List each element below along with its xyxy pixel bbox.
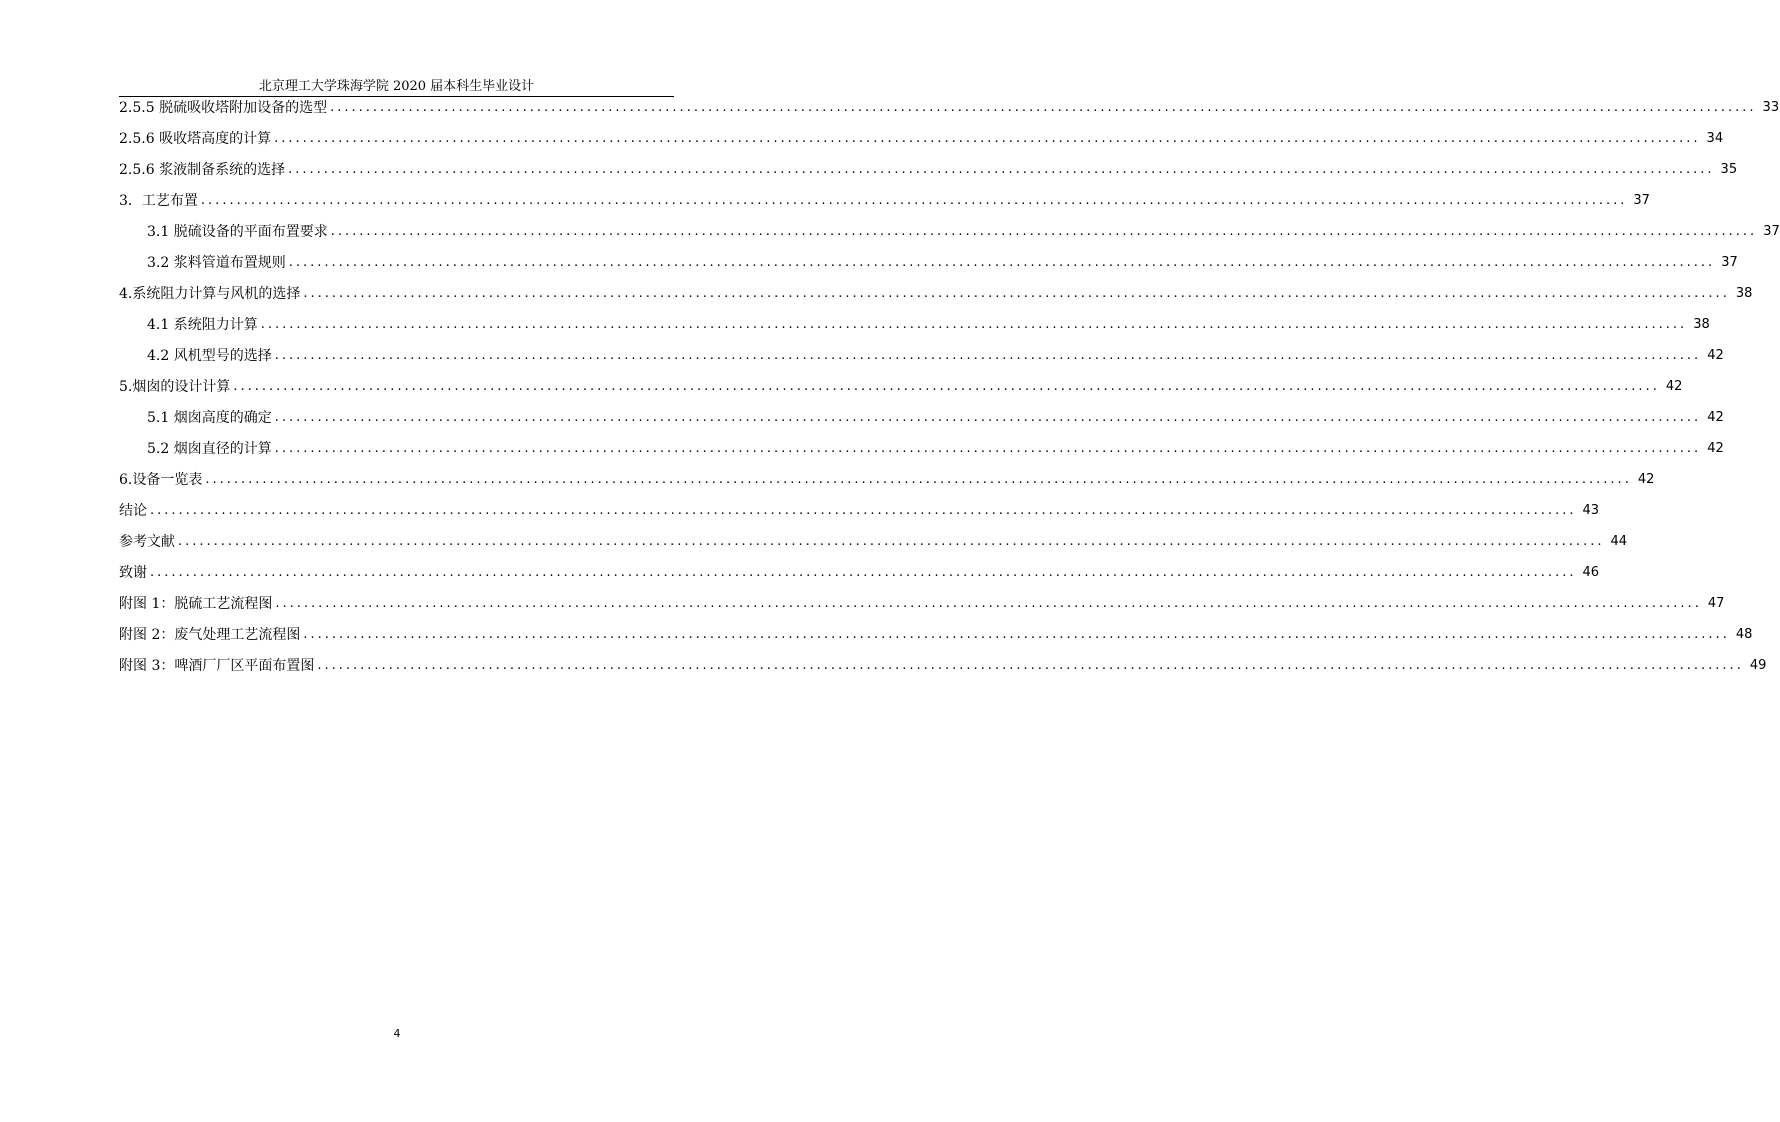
toc-entry-title: 结论 [119,503,147,519]
toc-entry-title: 6.设备一览表 [119,472,203,488]
toc-entry[interactable] [147,314,1710,336]
toc-dot-leader: ........................................................................................................................................................................................................ [274,410,1702,425]
toc-entry[interactable] [147,345,1724,367]
toc-entry-page: 37 [1721,255,1738,270]
toc-entry-page: 42 [1707,410,1724,425]
toc-entry-page: 38 [1735,286,1753,301]
toc-entry-page: 42 [1707,441,1724,456]
toc-dot-leader: ........................................................................................................................................................................................................ [178,534,1605,549]
toc-entry-page: 42 [1707,348,1724,363]
toc-entry-page: 49 [1749,658,1767,673]
toc-dot-leader: ........................................................................................................................................................................................................ [200,193,1628,208]
toc-entry[interactable] [119,97,1780,119]
toc-entry[interactable] [119,500,1600,522]
toc-entry-title: 4.1 系统阻力计算 [147,317,258,333]
toc-entry-page: 48 [1735,627,1753,642]
toc-entry-page: 42 [1665,379,1683,394]
toc-dot-leader: ........................................................................................................................................................................................................ [205,472,1632,487]
toc-entry[interactable] [119,624,1753,646]
toc-entry-page: 43 [1582,503,1600,518]
toc-entry-page: 46 [1582,565,1600,580]
toc-entry[interactable] [119,159,1738,181]
toc-dot-leader: ........................................................................................................................................................................................................ [303,286,1730,301]
toc-entry-title: 2.5.6 浆液制备系统的选择 [119,162,286,178]
toc-entry-page: 44 [1610,534,1628,549]
toc-entry[interactable] [147,407,1724,429]
toc-entry-title: 5.1 烟囱高度的确定 [147,410,272,426]
toc-dot-leader: ........................................................................................................................................................................................................ [150,503,1577,518]
toc-dot-leader: ........................................................................................................................................................................................................ [288,162,1715,177]
toc-entry-title: 致谢 [119,565,147,581]
toc-entry-title: 3.1 脱硫设备的平面布置要求 [147,224,328,240]
toc-entry[interactable] [119,655,1767,677]
toc-entry[interactable] [147,252,1738,274]
toc-entry-title: 4.2 风机型号的选择 [147,348,272,364]
toc-dot-leader: ........................................................................................................................................................................................................ [288,255,1716,270]
toc-entry-title: 3.2 浆料管道布置规则 [147,255,286,271]
toc-entry-title: 4.系统阻力计算与风机的选择 [119,286,301,302]
toc-entry-page: 33 [1762,100,1780,115]
toc-entry[interactable] [119,376,1683,398]
page-header: 北京理工大学珠海学院 2020 届本科生毕业设计 [258,79,535,94]
toc-entry-page: 34 [1706,131,1724,146]
toc-entry[interactable] [119,128,1724,150]
toc-dot-leader: ........................................................................................................................................................................................................ [274,348,1702,363]
toc-entry[interactable] [119,469,1655,491]
toc-entry-page: 37 [1763,224,1780,239]
toc-entry-title: 2.5.5 脱硫吸收塔附加设备的选型 [119,100,328,116]
toc-entry[interactable] [147,221,1780,243]
toc-entry-title: 5.2 烟囱直径的计算 [147,441,272,457]
toc-entry-title: 2.5.6 吸收塔高度的计算 [119,131,272,147]
toc-entry[interactable] [119,531,1628,553]
toc-entry[interactable] [119,593,1725,615]
toc-entry-page: 37 [1633,193,1650,208]
toc-entry-page: 42 [1637,472,1655,487]
toc-entry[interactable] [119,283,1753,305]
toc-entry-page: 35 [1720,162,1738,177]
toc-dot-leader: ........................................................................................................................................................................................................ [303,627,1730,642]
toc-entry-title: 附图 1：脱硫工艺流程图 [119,596,273,612]
toc-entry-page: 38 [1693,317,1710,332]
toc-dot-leader: ........................................................................................................................................................................................................ [150,565,1577,580]
toc-entry[interactable] [147,438,1724,460]
toc-dot-leader: ........................................................................................................................................................................................................ [317,658,1744,673]
toc-dot-leader: ........................................................................................................................................................................................................ [274,131,1701,146]
toc-dot-leader: ........................................................................................................................................................................................................ [233,379,1660,394]
toc-dot-leader: ........................................................................................................................................................................................................ [274,441,1702,456]
page-number: 4 [393,1027,401,1040]
toc-dot-leader: ........................................................................................................................................................................................................ [260,317,1688,332]
toc-dot-leader: ........................................................................................................................................................................................................ [330,224,1758,239]
toc-dot-leader: ........................................................................................................................................................................................................ [275,596,1702,611]
toc-entry-title: 3．工艺布置 [119,193,198,209]
toc-entry-title: 参考文献 [119,534,175,550]
toc-entry[interactable] [119,190,1650,212]
toc-entry-page: 47 [1707,596,1725,611]
toc-dot-leader: ........................................................................................................................................................................................................ [330,100,1757,115]
toc-entry-title: 5.烟囱的设计计算 [119,379,231,395]
toc-entry-title: 附图 3：啤酒厂厂区平面布置图 [119,658,315,674]
toc-entry[interactable] [119,562,1600,584]
toc-entry-title: 附图 2：废气处理工艺流程图 [119,627,301,643]
